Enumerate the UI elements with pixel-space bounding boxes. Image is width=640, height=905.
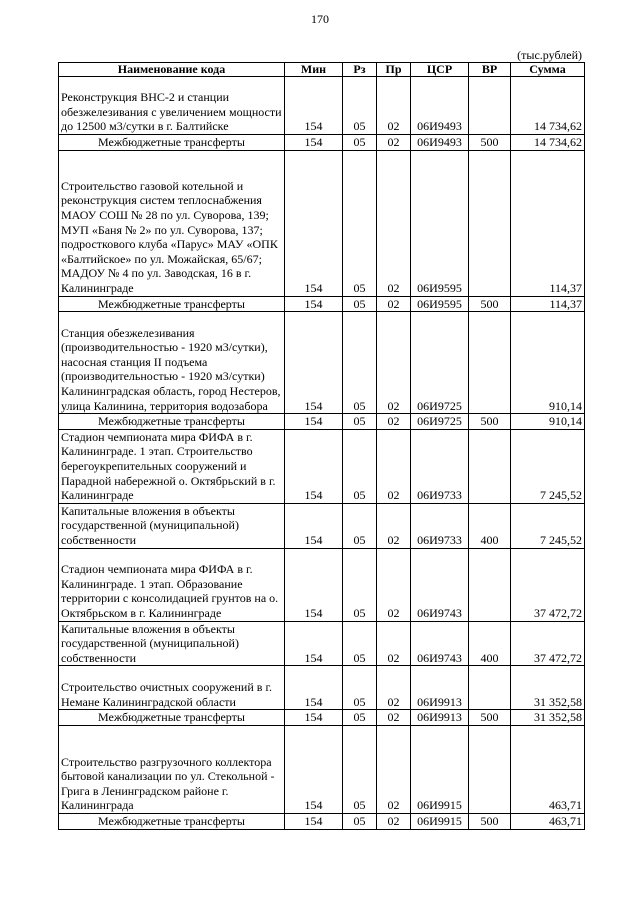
row-csr: 06И9595 (411, 296, 469, 312)
row-rz: 05 (343, 414, 377, 430)
row-min: 154 (285, 710, 343, 726)
row-rz: 05 (343, 296, 377, 312)
row-sum: 14 734,62 (511, 135, 585, 151)
row-rz: 05 (343, 666, 377, 710)
row-rz: 05 (343, 621, 377, 666)
row-name: Капитальные вложения в объекты государственной (муниципальной) собственности (59, 621, 285, 666)
table-header-row (59, 63, 585, 77)
table-row (59, 666, 585, 710)
row-csr: 06И9733 (411, 429, 469, 503)
row-name: Реконструкция ВНС-2 и станции обезжелезивания с увеличением мощности до 12500 м3/сутки в г. Балтийске (59, 77, 285, 135)
table-body (59, 77, 585, 830)
row-vr: 500 (469, 296, 511, 312)
row-csr: 06И9733 (411, 503, 469, 548)
row-rz: 05 (343, 77, 377, 135)
table-row (59, 725, 585, 813)
row-vr: 500 (469, 414, 511, 430)
table-row (59, 414, 585, 430)
row-pr: 02 (377, 312, 411, 414)
header-min: Мин (285, 63, 343, 77)
page-number: 170 (311, 12, 329, 26)
table-row (59, 312, 585, 414)
table-row (59, 813, 585, 829)
row-min: 154 (285, 77, 343, 135)
row-vr (469, 666, 511, 710)
row-sum: 31 352,58 (511, 710, 585, 726)
table-row (59, 429, 585, 503)
row-sum: 910,14 (511, 414, 585, 430)
header-csr: ЦСР (411, 63, 469, 77)
row-name: Межбюджетные трансферты (59, 135, 285, 151)
row-vr: 500 (469, 710, 511, 726)
row-csr: 06И9913 (411, 710, 469, 726)
row-pr: 02 (377, 77, 411, 135)
header-pr: Пр (377, 63, 411, 77)
row-sum: 37 472,72 (511, 548, 585, 621)
row-vr: 400 (469, 503, 511, 548)
table-row (59, 296, 585, 312)
row-rz: 05 (343, 429, 377, 503)
row-rz: 05 (343, 725, 377, 813)
row-name: Строительство газовой котельной и реконструкция систем теплоснабжения МАОУ СОШ № 28 по ул. Суворова, 139; МУП «Баня № 2» по ул. Суворова, 137; подросткового клуба «Парус» МАУ «ОПК «Балтийское» по ул. Можайская, 65/67; МАДОУ № 4 по ул. Заводская, 16 в г. Калининграде (59, 150, 285, 296)
row-min: 154 (285, 503, 343, 548)
row-pr: 02 (377, 503, 411, 548)
row-name: Станция обезжелезивания (производительностью - 1920 м3/сутки), насосная станция II подъема (производительностью - 1920 м3/сутки) Калининградская область, город Нестеров, улица Калинина, территория водозабора (59, 312, 285, 414)
row-sum: 463,71 (511, 813, 585, 829)
row-sum: 31 352,58 (511, 666, 585, 710)
row-pr: 02 (377, 666, 411, 710)
row-sum: 463,71 (511, 725, 585, 813)
table-row (59, 150, 585, 296)
row-sum: 37 472,72 (511, 621, 585, 666)
row-sum: 114,37 (511, 296, 585, 312)
table-row (59, 135, 585, 151)
row-pr: 02 (377, 296, 411, 312)
header-sum: Сумма (511, 63, 585, 77)
row-csr: 06И9915 (411, 813, 469, 829)
table-row (59, 503, 585, 548)
table-row (59, 77, 585, 135)
row-csr: 06И9725 (411, 414, 469, 430)
row-name: Межбюджетные трансферты (59, 414, 285, 430)
row-sum: 910,14 (511, 312, 585, 414)
row-csr: 06И9913 (411, 666, 469, 710)
units-label: (тыс.рублей) (517, 48, 582, 62)
row-rz: 05 (343, 813, 377, 829)
row-csr: 06И9725 (411, 312, 469, 414)
row-name: Стадион чемпионата мира ФИФА в г. Калининграде. 1 этап. Образование территории с консолидацией грунтов на о. Октябрьском в г. Калининграде (59, 548, 285, 621)
row-vr: 400 (469, 621, 511, 666)
row-min: 154 (285, 725, 343, 813)
row-rz: 05 (343, 150, 377, 296)
table-row (59, 710, 585, 726)
row-csr: 06И9493 (411, 77, 469, 135)
row-min: 154 (285, 813, 343, 829)
row-vr: 500 (469, 135, 511, 151)
row-min: 154 (285, 312, 343, 414)
row-vr: 500 (469, 813, 511, 829)
row-vr (469, 312, 511, 414)
row-min: 154 (285, 621, 343, 666)
row-vr (469, 548, 511, 621)
header-name: Наименование кода (59, 63, 285, 77)
row-name: Межбюджетные трансферты (59, 710, 285, 726)
row-pr: 02 (377, 710, 411, 726)
row-name: Межбюджетные трансферты (59, 813, 285, 829)
row-min: 154 (285, 135, 343, 151)
row-min: 154 (285, 296, 343, 312)
row-min: 154 (285, 666, 343, 710)
row-pr: 02 (377, 429, 411, 503)
row-sum: 14 734,62 (511, 77, 585, 135)
row-vr (469, 77, 511, 135)
row-sum: 114,37 (511, 150, 585, 296)
row-pr: 02 (377, 725, 411, 813)
row-name: Стадион чемпионата мира ФИФА в г. Калининграде. 1 этап. Строительство берегоукрепительных сооружений и Парадной набережной о. Октябрьский в г. Калининграде (59, 429, 285, 503)
row-pr: 02 (377, 135, 411, 151)
row-min: 154 (285, 548, 343, 621)
row-vr (469, 725, 511, 813)
row-pr: 02 (377, 414, 411, 430)
row-pr: 02 (377, 621, 411, 666)
row-csr: 06И9595 (411, 150, 469, 296)
header-vr: ВР (469, 63, 511, 77)
row-pr: 02 (377, 813, 411, 829)
row-rz: 05 (343, 548, 377, 621)
row-min: 154 (285, 429, 343, 503)
row-pr: 02 (377, 548, 411, 621)
budget-table (58, 62, 585, 830)
row-name: Строительство разгрузочного коллектора бытовой канализации по ул. Стекольной - Грига в Ленинградском районе г. Калининграда (59, 725, 285, 813)
row-rz: 05 (343, 312, 377, 414)
row-rz: 05 (343, 503, 377, 548)
row-csr: 06И9743 (411, 548, 469, 621)
row-csr: 06И9743 (411, 621, 469, 666)
row-vr (469, 429, 511, 503)
row-csr: 06И9915 (411, 725, 469, 813)
row-name: Строительство очистных сооружений в г. Немане Калининградской области (59, 666, 285, 710)
table-row (59, 548, 585, 621)
row-csr: 06И9493 (411, 135, 469, 151)
row-name: Капитальные вложения в объекты государственной (муниципальной) собственности (59, 503, 285, 548)
table-row (59, 621, 585, 666)
row-rz: 05 (343, 710, 377, 726)
row-vr (469, 150, 511, 296)
header-rz: Рз (343, 63, 377, 77)
row-min: 154 (285, 414, 343, 430)
row-min: 154 (285, 150, 343, 296)
row-name: Межбюджетные трансферты (59, 296, 285, 312)
row-sum: 7 245,52 (511, 429, 585, 503)
row-pr: 02 (377, 150, 411, 296)
row-rz: 05 (343, 135, 377, 151)
row-sum: 7 245,52 (511, 503, 585, 548)
